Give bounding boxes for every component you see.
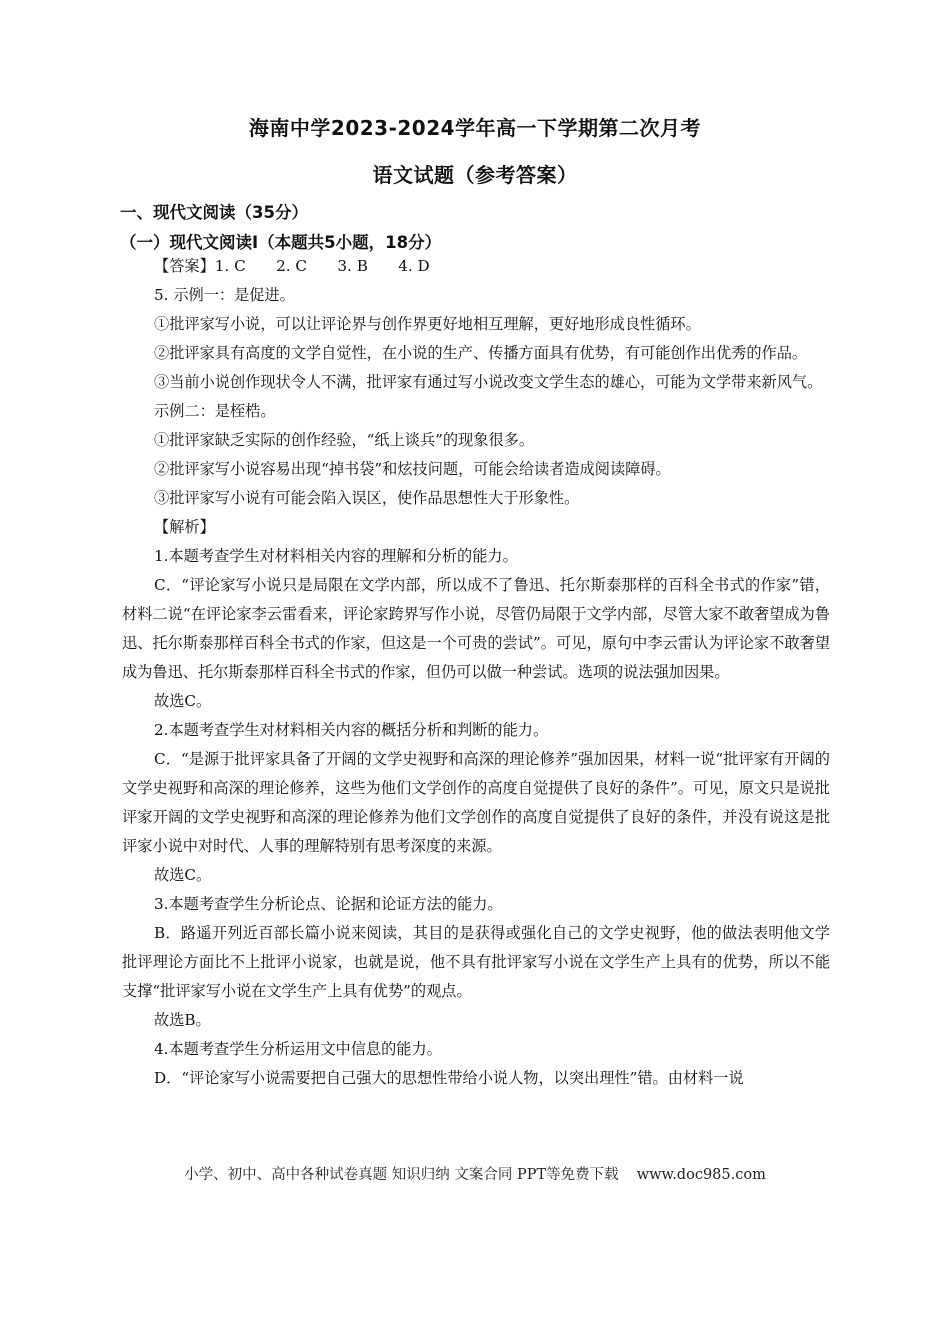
section-heading-1-1: （一）现代文阅读Ⅰ（本题共5小题，18分） [120,233,442,252]
paragraph: ②批评家具有高度的文学自觉性，在小说的生产、传播方面具有优势，有可能创作出优秀的作品。 [154,344,808,362]
document-title: 海南中学2023-2024学年高一下学期第二次月考 [248,116,702,140]
paragraph: C．“评论家写小说只是局限在文学内部，所以成不了鲁迅、托尔斯泰那样的百科全书式的作家”错，材料二说“在评论家李云雷看来，评论家跨界写作小说，尽管仍局限于文学内部，尽管大家不敢奢望成为鲁迅、托尔斯泰那样百科全书式的作家，但这是一个可贵的尝试”。可见，原句中李云雷认为评论家不敢奢望成为鲁迅、托尔斯泰那样百科全书式的作家，但仍可以做一种尝试。选项的说法强加因果。 [122,576,830,681]
paragraph: 故选B。 [154,1011,211,1029]
answer-body [122,252,830,1093]
paragraph: 4.本题考查学生分析运用文中信息的能力。 [154,1040,442,1058]
paragraph: 【答案】1. C 2. C 3. B 4. D [154,257,430,275]
paragraph: 2.本题考查学生对材料相关内容的概括分析和判断的能力。 [154,721,549,739]
page-footer [0,1163,950,1184]
paragraph: ②批评家写小说容易出现“掉书袋”和炫技问题，可能会给读者造成阅读障碍。 [154,460,671,478]
paragraph: 示例二：是桎梏。 [154,402,276,420]
paragraph: 5. 示例一：是促进。 [154,286,295,304]
paragraph: ①批评家写小说，可以让评论界与创作界更好地相互理解，更好地形成良性循环。 [154,315,701,333]
paragraph: D．“评论家写小说需要把自己强大的思想性带给小说人物，以突出理性”错。由材料一说 [154,1069,744,1087]
paragraph: 3.本题考查学生分析论点、论据和论证方法的能力。 [154,895,503,913]
section-heading-1: 一、现代文阅读（35分） [120,203,308,222]
paragraph: ③当前小说创作现状令人不满，批评家有通过写小说改变文学生态的雄心，可能为文学带来新风气。 [154,373,823,391]
paragraph: ①批评家缺乏实际的创作经验，“纸上谈兵”的现象很多。 [154,431,535,449]
paragraph: B．路遥开列近百部长篇小说来阅读，其目的是获得或强化自己的文学史视野，他的做法表明他文学批评理论方面比不上批评小说家，也就是说，他不具有批评家写小说在文学生产上具有的优势，所以不能支撑“批评家写小说在文学生产上具有优势”的观点。 [122,924,830,1000]
paragraph: ③批评家写小说有可能会陷入误区，使作品思想性大于形象性。 [154,489,580,507]
paragraph: 1.本题考查学生对材料相关内容的理解和分析的能力。 [154,547,518,565]
document-subtitle: 语文试题（参考答案） [372,163,578,187]
paragraph: C．“是源于批评家具备了开阔的文学史视野和高深的理论修养”强加因果，材料一说“批评家有开阔的文学史视野和高深的理论修养，这些为他们文学创作的高度自觉提供了良好的条件”。可见，原文只是说批评家开阔的文学史视野和高深的理论修养为他们文学创作的高度自觉提供了良好的条件，并没有说这是批评家小说中对时代、人事的理解特别有思考深度的来源。 [122,750,830,855]
paragraph: 故选C。 [154,692,212,710]
paragraph: 故选C。 [154,866,212,884]
footer-website-link[interactable]: www.doc985.com [636,1167,766,1183]
paragraph: 【解析】 [154,518,215,536]
footer-promo-text: 小学、初中、高中各种试卷真题 知识归纳 文案合同 PPT等免费下载 [184,1167,619,1183]
